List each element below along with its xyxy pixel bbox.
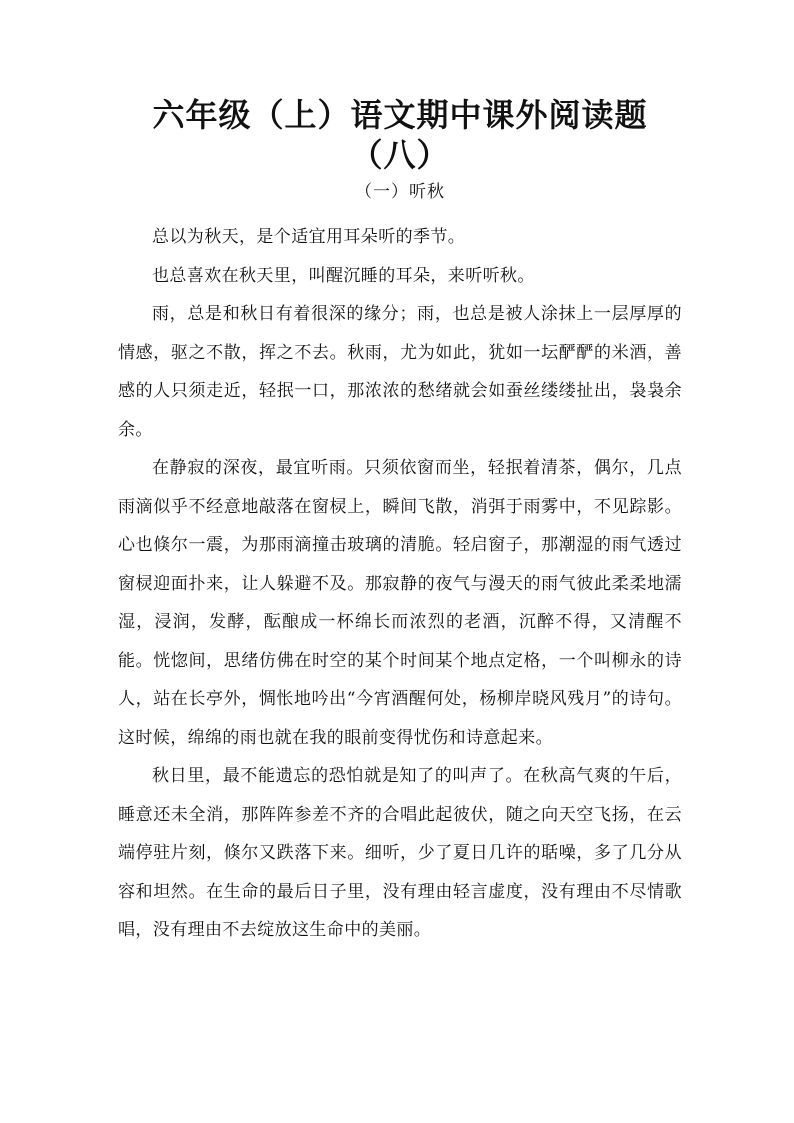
- paragraph-2: 也总喜欢在秋天里，叫醒沉睡的耳朵，来听听秋。: [152, 265, 535, 286]
- paragraph-4: 在静寂的深夜，最宜听雨。只须依窗而坐，轻抿着清茶，偶尔，几点雨滴似乎不经意地敲落在窗棂上，瞬间飞散，消弭于雨雾中，不见踪影。心也倏尔一震，为那雨滴撞击玻璃的清脆。轻启窗子，那潮湿的雨气透过窗棂迎面扑来，让人躲避不及。那寂静的夜气与漫天的雨气彼此柔柔地濡湿，浸润，发酵，酝酿成一杯绵长而浓烈的老酒，沉醉不得，又清醒不能。恍惚间，思绪仿佛在时空的某个时间某个地点定格，一个叫柳永的诗人，站在长亭外，惆怅地吟出“今宵酒醒何处，杨柳岸晓风残月”的诗句。这时候，绵绵的雨也就在我的眼前变得忧伤和诗意起来。: [118, 458, 682, 748]
- paragraph-3: 雨，总是和秋日有着很深的缘分；雨，也总是被人涂抹上一层厚厚的情感，驱之不散，挥之不去。秋雨，尤为如此，犹如一坛酽酽的米酒，善感的人只须走近，轻抿一口，那浓浓的愁绪就会如蚕丝缕缕扯出，袅袅余余。: [118, 304, 682, 440]
- paragraph-5: 秋日里，最不能遗忘的恐怕就是知了的叫声了。在秋高气爽的午后，睡意还未全消，那阵阵参差不齐的合唱此起彼伏，随之向天空飞扬，在云端停驻片刻，倏尔又跌落下来。细听，少了夏日几许的聒噪，多了几分从容和坦然。在生命的最后日子里，没有理由轻言虚度，没有理由不尽情歌唱，没有理由不去绽放这生命中的美丽。: [118, 766, 682, 940]
- document-title: 六年级（上）语文期中课外阅读题（八）: [152, 96, 648, 174]
- section-heading: （一）听秋: [355, 182, 445, 202]
- paragraph-1: 总以为秋天，是个适宜用耳朵听的季节。: [152, 227, 466, 247]
- article-body: [118, 218, 682, 950]
